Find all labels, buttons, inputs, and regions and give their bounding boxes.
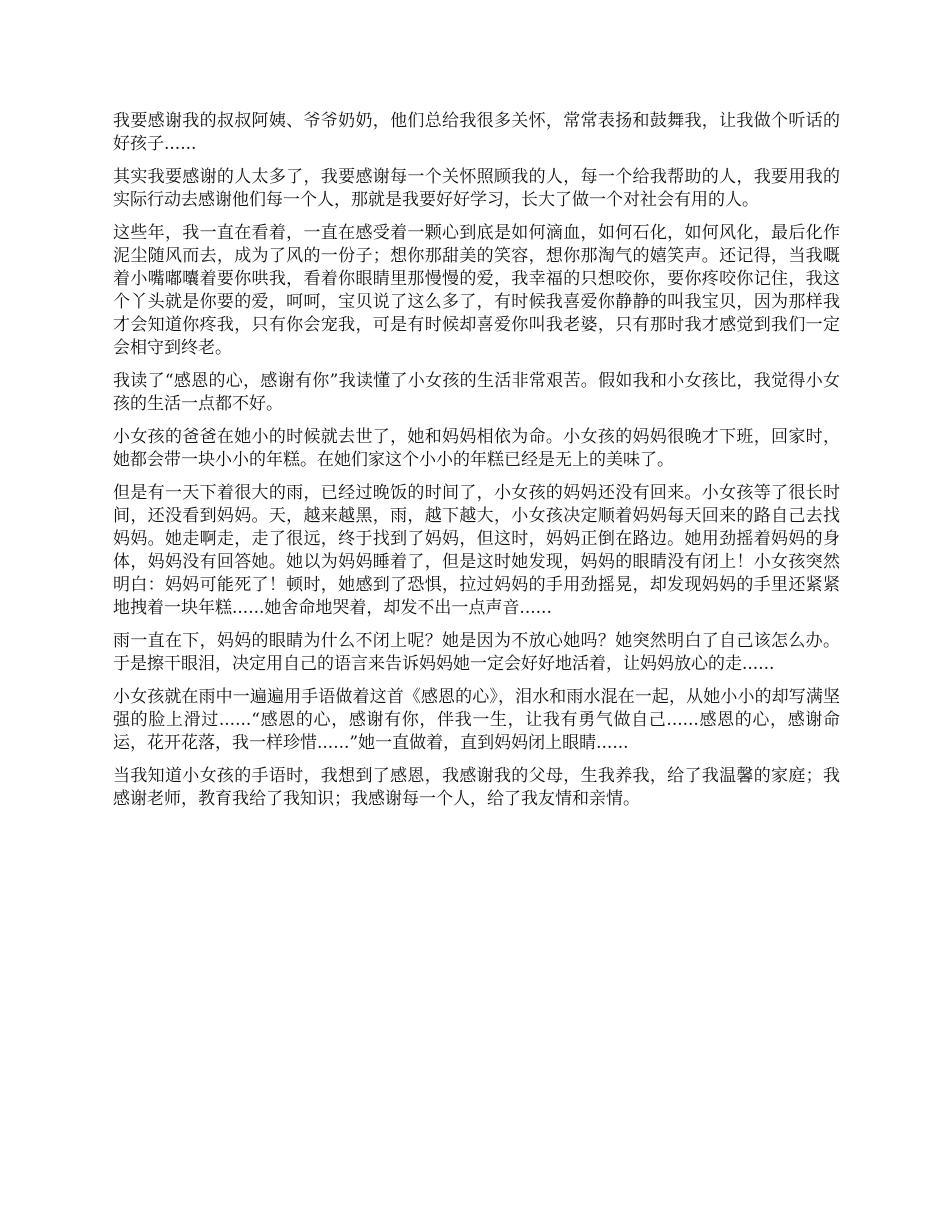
paragraph-4: 我读了“感恩的心，感谢有你”我读懂了小女孩的生活非常艰苦。假如我和小女孩比，我觉得小女孩的生活一点都不好。 [113,371,840,414]
paragraph-1: 我要感谢我的叔叔阿姨、爷爷奶奶，他们总给我很多关怀，常常表扬和鼓舞我，让我做个听话的好孩子...... [113,111,840,154]
paragraph-5: 小女孩的爸爸在她小的时候就去世了，她和妈妈相依为命。小女孩的妈妈很晚才下班，回家时，她都会带一块小小的年糕。在她们家这个小小的年糕已经是无上的美味了。 [113,427,840,470]
paragraph-7: 雨一直在下，妈妈的眼睛为什么不闭上呢？她是因为不放心她吗？她突然明白了自己该怎么办。于是擦干眼泪，决定用自己的语言来告诉妈妈她一定会好好地活着，让妈妈放心的走...... [113,631,840,674]
paragraph-8: 小女孩就在雨中一遍遍用手语做着这首《感恩的心》，泪水和雨水混在一起，从她小小的却写满坚强的脸上滑过......“感恩的心，感谢有你，伴我一生，让我有勇气做自己......感恩的心，感谢命运，花开花落，我一样珍惜......”她一直做着，直到妈妈闭上眼睛...... [113,687,840,753]
paragraph-9: 当我知道小女孩的手语时，我想到了感恩，我感谢我的父母，生我养我，给了我温馨的家庭；我感谢老师，教育我给了我知识；我感谢每一个人，给了我友情和亲情。 [113,766,840,809]
paragraph-3: 这些年，我一直在看着，一直在感受着一颗心到底是如何滴血，如何石化，如何风化，最后化作泥尘随风而去，成为了风的一份子；想你那甜美的笑容，想你那淘气的嬉笑声。还记得，当我嘅着小嘴嘟囔着要你哄我，看着你眼睛里那慢慢的爱，我幸福的只想咬你，要你疼咬你记住，我这个丫头就是你要的爱，呵呵，宝贝说了这么多了，有时候我喜爱你静静的叫我宝贝，因为那样我才会知道你疼我，只有你会宠我，可是有时候却喜爱你叫我老婆，只有那时我才感觉到我们一定会相守到终老。 [113,223,840,358]
paragraph-2: 其实我要感谢的人太多了，我要感谢每一个关怀照顾我的人，每一个给我帮助的人，我要用我的实际行动去感谢他们每一个人，那就是我要好好学习，长大了做一个对社会有用的人。 [113,167,840,210]
paragraph-6: 但是有一天下着很大的雨，已经过晚饭的时间了，小女孩的妈妈还没有回来。小女孩等了很长时间，还没看到妈妈。天，越来越黑，雨，越下越大，小女孩决定顺着妈妈每天回来的路自己去找妈妈。她走啊走，走了很远，终于找到了妈妈，但这时，妈妈正倒在路边。她用劲摇着妈妈的身体，妈妈没有回答她。她以为妈妈睡着了，但是这时她发现，妈妈的眼睛没有闭上！小女孩突然明白：妈妈可能死了！顿时，她感到了恐惧，拉过妈妈的手用劲摇晃，却发现妈妈的手里还紧紧地拽着一块年糕......她舍命地哭着，却发不出一点声音...... [113,483,840,618]
document-page [113,110,840,821]
